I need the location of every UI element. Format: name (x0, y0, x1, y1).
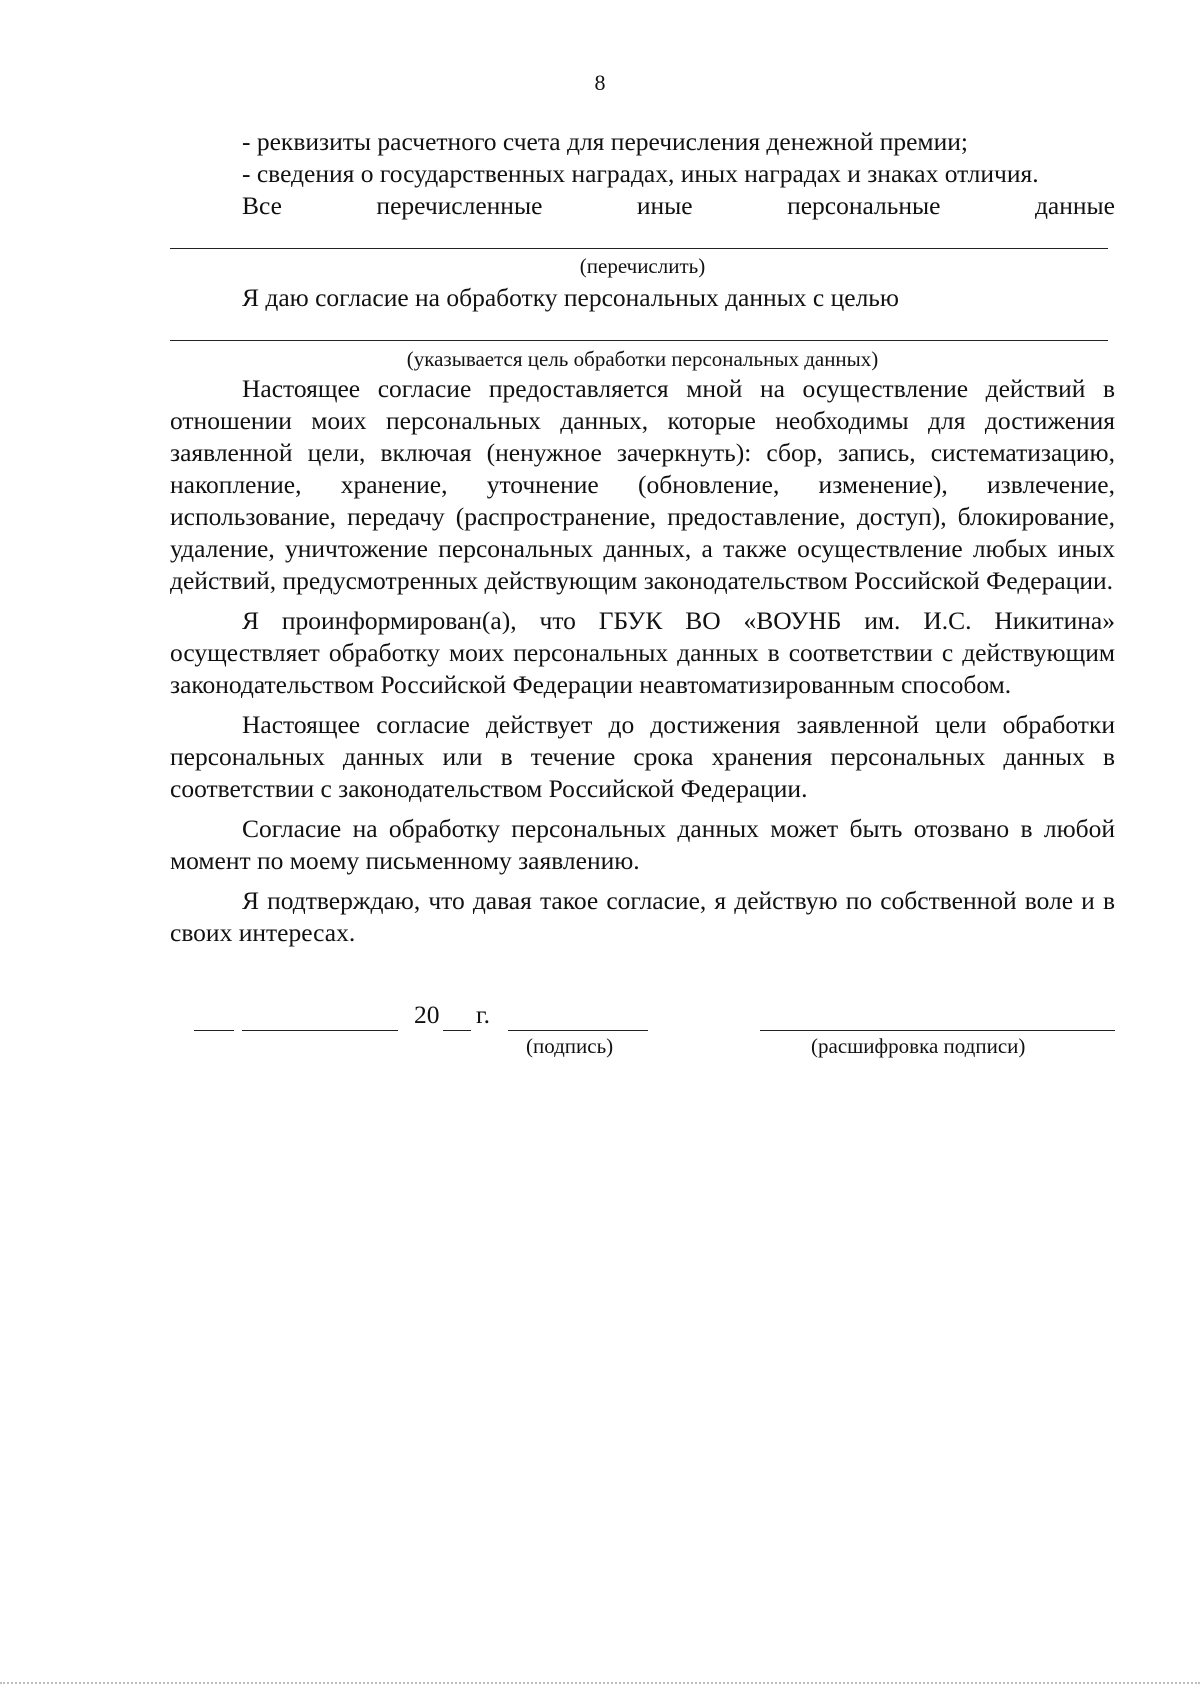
purpose-caption: (указывается цель обработки персональных данных) (406, 347, 879, 371)
signature-decode-blank (760, 1030, 1115, 1031)
list-item: - сведения о государственных наградах, иных наградах и знаках отличия. (242, 159, 1039, 188)
other-data-fill-line (170, 248, 1108, 249)
other-data-word: иные (636, 191, 693, 220)
signature-caption: (подпись) (526, 1034, 614, 1058)
year-prefix: 20 (414, 1000, 440, 1029)
other-data-caption: (перечислить) (579, 254, 706, 278)
other-data-word: Все (242, 191, 282, 220)
purpose-line: Я даю согласие на обработку персональных данных с целью (242, 283, 899, 312)
paragraph-validity: Настоящее согласие действует до достижения заявленной цели обработки персональных данных или в течение срока хранения персональных данных в соответствии с законодательством Российской Федерации. (170, 710, 1115, 803)
year-suffix: г. (476, 1000, 490, 1029)
signature-blank (508, 1030, 648, 1031)
signature-row (0, 1000, 1200, 1060)
consent-body (170, 373, 1115, 949)
day-blank (194, 1030, 234, 1031)
signature-decode-caption: (расшифровка подписи) (811, 1034, 1026, 1058)
paragraph-revocation: Согласие на обработку персональных данных может быть отозвано в любой момент по моему письменному заявлению. (170, 814, 1115, 875)
paragraph-confirmation: Я подтверждаю, что давая такое согласие, я действую по собственной воле и в своих интересах. (170, 886, 1115, 947)
scan-edge-artifact (0, 1682, 1200, 1684)
paragraph-informed: Я проинформирован(а), что ГБУК ВО «ВОУНБ им. И.С. Никитина» осуществляет обработку моих персональных данных в соответствии с действующим законодательством Российской Федерации неавтоматизированным способом. (170, 606, 1115, 699)
other-data-word: перечисленные (376, 191, 543, 220)
purpose-fill-line (170, 340, 1108, 341)
list-block (170, 126, 1115, 190)
purpose-block (170, 282, 1115, 314)
paragraph-consent-scope: Настоящее согласие предоставляется мной на осуществление действий в отношении моих персональных данных, которые необходимы для достижения заявленной цели, включая (ненужное зачеркнуть): сбор, запись, систематизацию, накопление, хранение, уточнение (обновление, изменение), извлечение, использование, передачу (распространение, предоставление, доступ), блокирование, удаление, уничтожение персональных данных, а также осуществление любых иных действий, предусмотренных действующим законодательством Российской Федерации. (170, 374, 1115, 595)
page-number: 8 (594, 70, 606, 95)
other-data-line (242, 190, 1115, 222)
month-blank (242, 1030, 398, 1031)
list-item: - реквизиты расчетного счета для перечисления денежной премии; (242, 127, 968, 156)
other-data-word: персональные (787, 191, 941, 220)
year-blank (443, 1030, 471, 1031)
other-data-word: данные (1034, 191, 1115, 220)
